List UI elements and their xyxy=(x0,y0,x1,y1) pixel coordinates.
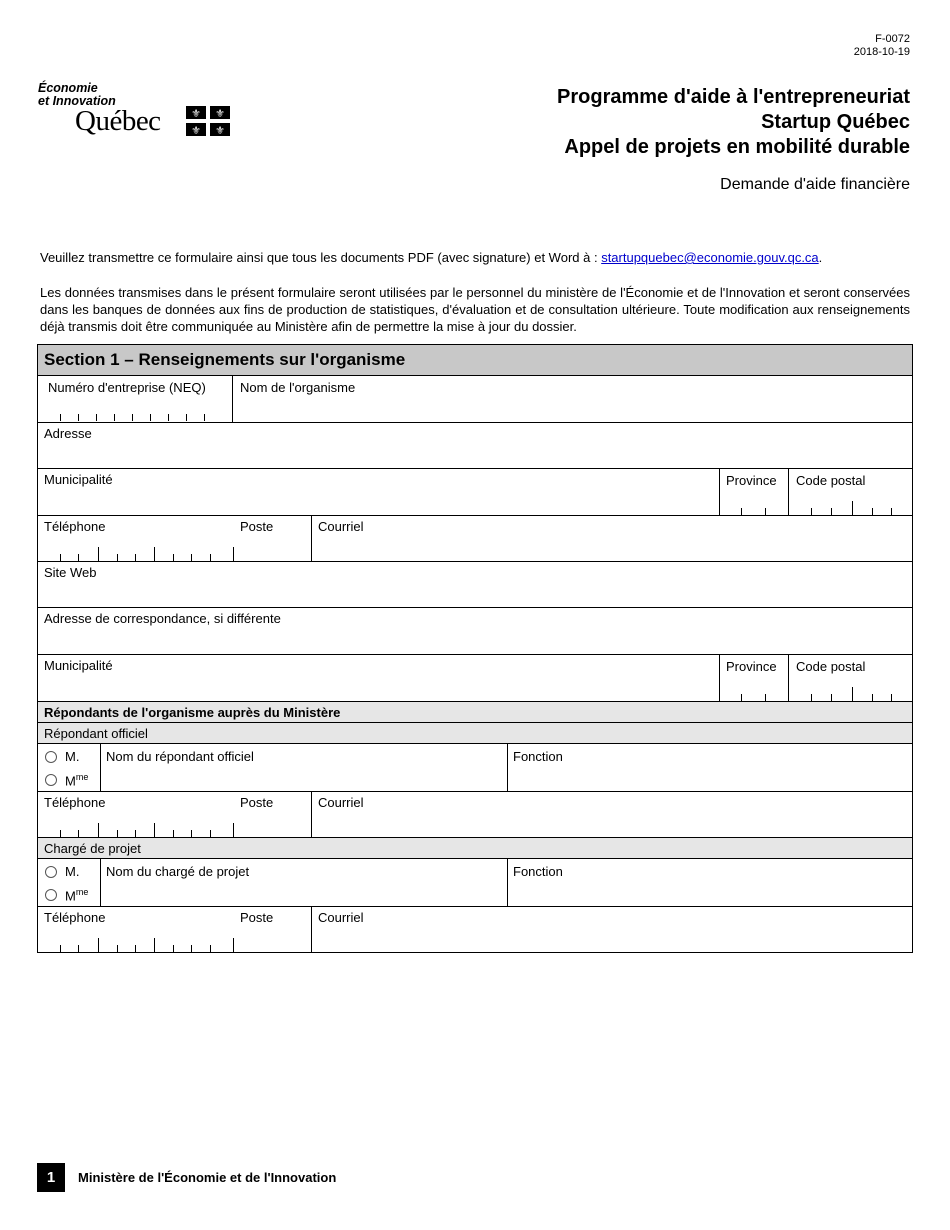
address-label: Adresse xyxy=(44,426,92,441)
title-line-2: Startup Québec xyxy=(761,111,910,133)
email-label: Courriel xyxy=(318,519,364,534)
title-line-1: Programme d'aide à l'entrepreneuriat xyxy=(557,86,910,108)
official-mrs-label: $M^{me}$ xyxy=(65,772,89,789)
address-input[interactable] xyxy=(42,441,908,467)
logo-quebec-wordmark: Québec xyxy=(75,105,161,137)
footer-ministry: Ministère de l'Économie et de l'Innovation xyxy=(78,1170,337,1185)
org-name-label: Nom de l'organisme xyxy=(240,380,356,395)
contact-email-link[interactable]: startupquebec@economie.gouv.qc.ca xyxy=(601,250,819,265)
official-name-input[interactable] xyxy=(103,764,504,790)
fleur-de-lis-icon: ⚜ xyxy=(191,108,201,120)
project-email-input[interactable] xyxy=(315,925,909,951)
section1-form xyxy=(37,344,913,953)
project-ext-label: Poste xyxy=(240,910,274,925)
project-name-input[interactable] xyxy=(103,879,504,905)
divider xyxy=(100,859,101,906)
project-name-label: Nom du chargé de projet xyxy=(106,864,250,879)
corr-province-input[interactable] xyxy=(722,673,786,700)
divider xyxy=(719,468,720,515)
org-name-input[interactable] xyxy=(234,395,910,421)
official-email-input[interactable] xyxy=(315,810,909,836)
project-mrs-label: $M^{me}$ xyxy=(65,887,89,904)
ext-input[interactable] xyxy=(236,534,308,560)
official-title: Répondant officiel xyxy=(44,726,148,741)
project-mr-radio[interactable] xyxy=(45,866,57,878)
fleur-de-lis-icon: ⚜ xyxy=(215,108,225,120)
intro-end: . xyxy=(818,250,823,265)
form-number: F-0072 xyxy=(875,33,910,45)
official-mr-radio[interactable] xyxy=(45,751,57,763)
title-line-3: Appel de projets en mobilité durable xyxy=(564,136,910,158)
corr-municipality-input[interactable] xyxy=(42,673,716,700)
privacy-notice: Les données transmises dans le présent formulaire seront utilisées par le personnel du ministère de l'Économie et de l'Innovation et seront conservées dans les banques de données aux fins de production de statistiques, d'évaluation et de consultation ultérieure. Toute modification aux renseignements déjà transmis doit être communiquée au Ministère afin de permettre la mise à jour du dossier. xyxy=(40,285,910,334)
website-input[interactable] xyxy=(42,580,908,606)
divider xyxy=(719,654,720,701)
phone-label: Téléphone xyxy=(44,519,106,534)
province-input[interactable] xyxy=(722,487,786,514)
official-ext-input[interactable] xyxy=(236,810,308,836)
official-function-input[interactable] xyxy=(510,764,909,790)
email-input[interactable] xyxy=(315,534,909,560)
project-email-label: Courriel xyxy=(318,910,364,925)
neq-input[interactable] xyxy=(42,395,230,421)
official-ext-label: Poste xyxy=(240,795,274,810)
fleur-de-lis-icon: ⚜ xyxy=(191,125,201,136)
official-mr-label: M. xyxy=(65,749,80,764)
divider xyxy=(311,515,312,561)
official-header xyxy=(38,723,912,744)
quebec-flag-icon xyxy=(186,106,230,136)
section-title: Section 1 – Renseignements sur l'organisme xyxy=(44,350,406,369)
divider xyxy=(788,654,789,701)
divider xyxy=(232,376,233,422)
corr-postal-code-label: Code postal xyxy=(796,659,866,674)
section-header xyxy=(38,345,912,376)
project-function-input[interactable] xyxy=(510,879,909,905)
postal-code-label: Code postal xyxy=(796,473,866,488)
neq-label: Numéro d'entreprise (NEQ) xyxy=(48,380,206,395)
logo-line-economie: Économie xyxy=(38,81,98,95)
fleur-de-lis-icon: ⚜ xyxy=(215,125,225,136)
form-date: 2018-10-19 xyxy=(853,46,910,58)
divider xyxy=(507,744,508,791)
official-email-label: Courriel xyxy=(318,795,364,810)
official-phone-input[interactable] xyxy=(42,810,232,836)
official-phone-label: Téléphone xyxy=(44,795,106,810)
official-name-label: Nom du répondant officiel xyxy=(106,749,254,764)
official-mrs-radio[interactable] xyxy=(45,774,57,786)
respondents-header xyxy=(38,702,912,723)
project-title: Chargé de projet xyxy=(44,841,141,856)
divider xyxy=(788,468,789,515)
corr-province-label: Province xyxy=(726,659,777,674)
municipality-label: Municipalité xyxy=(44,472,113,487)
province-label: Province xyxy=(726,473,777,488)
ext-label: Poste xyxy=(240,519,274,534)
official-function-label: Fonction xyxy=(513,749,563,764)
municipality-input[interactable] xyxy=(42,487,716,514)
project-header xyxy=(38,838,912,859)
divider xyxy=(507,859,508,906)
corr-address-label: Adresse de correspondance, si différente xyxy=(44,611,281,626)
project-ext-input[interactable] xyxy=(236,925,308,951)
website-label: Site Web xyxy=(44,565,97,580)
corr-address-input[interactable] xyxy=(42,626,908,653)
project-mrs-radio[interactable] xyxy=(45,889,57,901)
project-phone-label: Téléphone xyxy=(44,910,106,925)
intro-paragraph xyxy=(40,250,822,265)
page-number: 1 xyxy=(37,1163,65,1192)
divider xyxy=(311,906,312,952)
document-subtitle: Demande d'aide financière xyxy=(720,176,910,193)
project-function-label: Fonction xyxy=(513,864,563,879)
respondents-title: Répondants de l'organisme auprès du Ministère xyxy=(44,705,341,720)
divider xyxy=(311,791,312,837)
project-phone-input[interactable] xyxy=(42,925,232,951)
intro-text: Veuillez transmettre ce formulaire ainsi que tous les documents PDF (avec signature) et Word à : xyxy=(40,250,602,265)
form-code xyxy=(854,33,910,59)
phone-input[interactable] xyxy=(42,534,232,560)
project-mr-label: M. xyxy=(65,864,80,879)
corr-municipality-label: Municipalité xyxy=(44,658,113,673)
logo-line-innovation: et Innovation xyxy=(38,94,116,108)
document-title xyxy=(557,85,910,160)
divider xyxy=(100,744,101,791)
